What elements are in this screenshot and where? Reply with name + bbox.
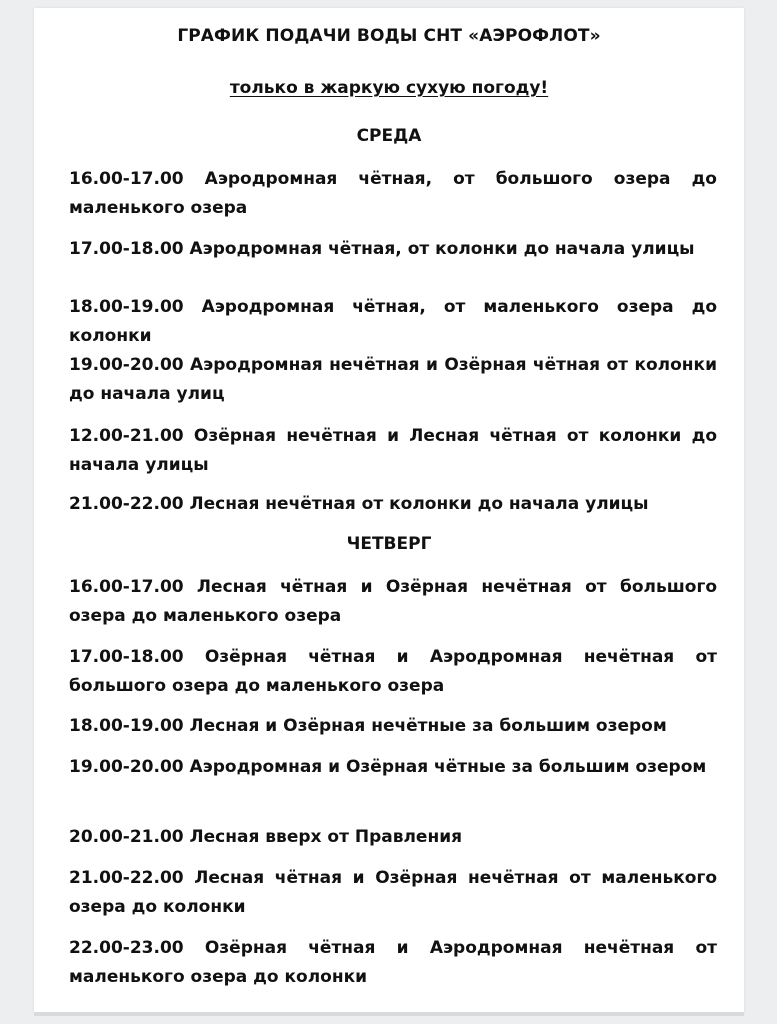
- schedule-entry: 20.00-21.00 Лесная вверх от Правления: [69, 827, 463, 847]
- schedule-entry: 18.00-19.00 Лесная и Озёрная нечётные за большим озером: [69, 716, 667, 736]
- page-bottom-edge: [34, 1012, 744, 1016]
- schedule-entry: 19.00-20.00 Аэродромная нечётная и Озёрная чётная от колонки до начала улиц: [69, 355, 717, 404]
- schedule-entry: 21.00-22.00 Лесная чётная и Озёрная нечётная от маленького озера до колонки: [69, 868, 717, 917]
- schedule-entry: 16.00-17.00 Аэродромная чётная, от большого озера до маленького озера: [69, 169, 717, 218]
- schedule-entry: 17.00-18.00 Озёрная чётная и Аэродромная нечётная от большого озера до маленького озера: [69, 647, 717, 696]
- schedule-entry: 18.00-19.00 Аэродромная чётная, от маленького озера до колонки: [69, 297, 717, 346]
- schedule-entry: 12.00-21.00 Озёрная нечётная и Лесная чётная от колонки до начала улицы: [69, 426, 717, 475]
- schedule-entry: 22.00-23.00 Озёрная чётная и Аэродромная нечётная от маленького озера до колонки: [69, 938, 717, 987]
- document-title: ГРАФИК ПОДАЧИ ВОДЫ СНТ «АЭРОФЛОТ»: [177, 26, 601, 46]
- document-subtitle: [34, 78, 744, 98]
- schedule-entry: 16.00-17.00 Лесная чётная и Озёрная нечётная от большого озера до маленького озера: [69, 577, 717, 626]
- schedule-entry: 17.00-18.00 Аэродромная чётная, от колонки до начала улицы: [69, 239, 695, 259]
- schedule-entry: 21.00-22.00 Лесная нечётная от колонки до начала улицы: [69, 494, 649, 514]
- day-heading-thursday: ЧЕТВЕРГ: [346, 534, 432, 554]
- subtitle-text: только в жаркую сухую погоду!: [229, 78, 549, 98]
- document-page: [34, 8, 744, 1013]
- schedule-entry: 19.00-20.00 Аэродромная и Озёрная чётные за большим озером: [69, 757, 707, 777]
- day-heading-wednesday: СРЕДА: [356, 126, 422, 146]
